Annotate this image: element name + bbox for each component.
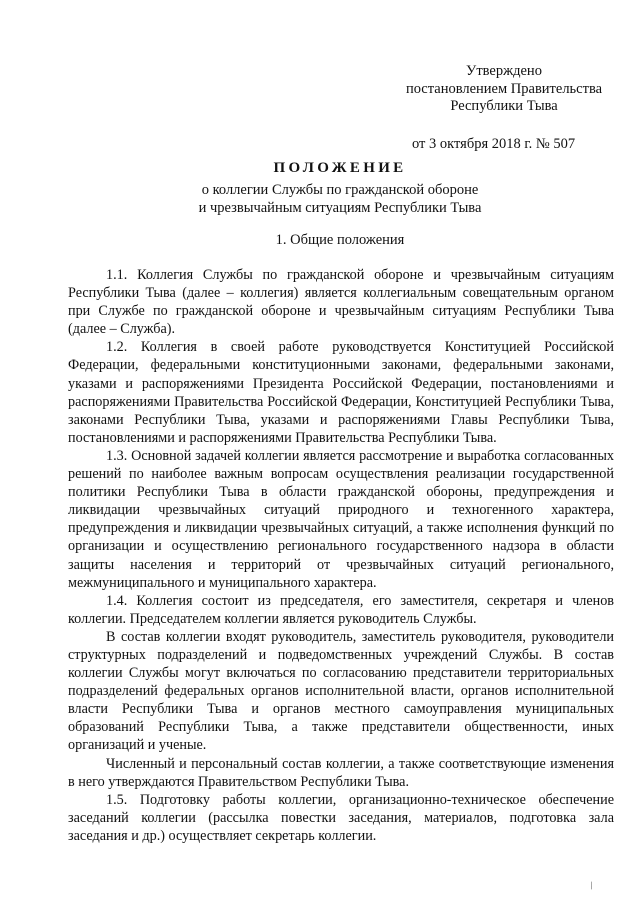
- paragraph-1-1: 1.1. Коллегия Службы по гражданской обороне и чрезвычайным ситуациям Республики Тыва (далее – коллегия) является коллегиальным совещательным органом при Службе по гражданской обороне и чрезвычайным ситуациям Республики Тыва (далее – Служба).: [68, 267, 614, 338]
- document-title: ПОЛОЖЕНИЕ: [273, 160, 407, 176]
- subtitle-line-1: о коллегии Службы по гражданской обороне: [201, 182, 479, 198]
- paragraph-1-3: 1.3. Основной задачей коллегии является рассмотрение и выработка согласованных решений по наиболее важным вопросам осуществления реализации государственной политики Республики Тыва в области гражданской обороны, предупреждения и ликвидации чрезвычайных ситуаций природного и техногенного характера, предупреждения и ликвидации чрезвычайных ситуаций, а также исполнения функций по организации и осуществлению регионального государственного надзора в области защиты населения и территорий от чрезвычайных ситуаций регионального, межмуниципального и муниципального характера.: [68, 447, 614, 591]
- document-subtitle: [0, 182, 640, 217]
- resolution-date: от 3 октября 2018 г. № 507: [412, 136, 576, 152]
- approval-line-1: Утверждено: [466, 63, 542, 79]
- document-body: [68, 266, 614, 845]
- paragraph-1-5: 1.5. Подготовку работы коллегии, организационно-техническое обеспечение заседаний коллегии (рассылка повестки заседания, материалов, подготовка зала заседания и др.) осуществляет секретарь коллегии.: [68, 791, 614, 844]
- scan-mark: /: [588, 879, 596, 893]
- paragraph-composition: В состав коллегии входят руководитель, заместитель руководителя, руководители структурных подразделений и подведомственных учреждений Службы. В состав коллегии Службы могут включаться по согласованию представители территориальных подразделений федеральных органов исполнительной власти, органов исполнительной власти Республики Тыва и органов местного самоуправления муниципальных образований Республики Тыва, а также представители общественности, иных организаций и ученые.: [68, 628, 614, 754]
- section-heading: 1. Общие положения: [275, 232, 405, 248]
- paragraph-1-4: 1.4. Коллегия состоит из председателя, его заместителя, секретаря и членов коллегии. Председателем коллегии является руководитель Службы.: [68, 592, 614, 627]
- paragraph-1-2: 1.2. Коллегия в своей работе руководствуется Конституцией Российской Федерации, федеральными конституционными законами, федеральными законами, указами и распоряжениями Президента Российской Федерации, постановлениями и распоряжениями Правительства Российской Федерации, Конституцией Республики Тыва, законами Республики Тыва, указами и распоряжениями Главы Республики Тыва, постановлениями и распоряжениями Правительства Республики Тыва.: [68, 339, 614, 446]
- subtitle-line-2: и чрезвычайным ситуациям Республики Тыва: [198, 199, 482, 216]
- paragraph-approval-of-composition: Численный и персональный состав коллегии, а также соответствующие изменения в него утверждаются Правительством Республики Тыва.: [68, 755, 614, 790]
- approval-line-2: постановлением Правительства: [405, 80, 603, 97]
- approval-line-3: Республики Тыва: [450, 98, 558, 114]
- approval-stamp: [404, 63, 604, 116]
